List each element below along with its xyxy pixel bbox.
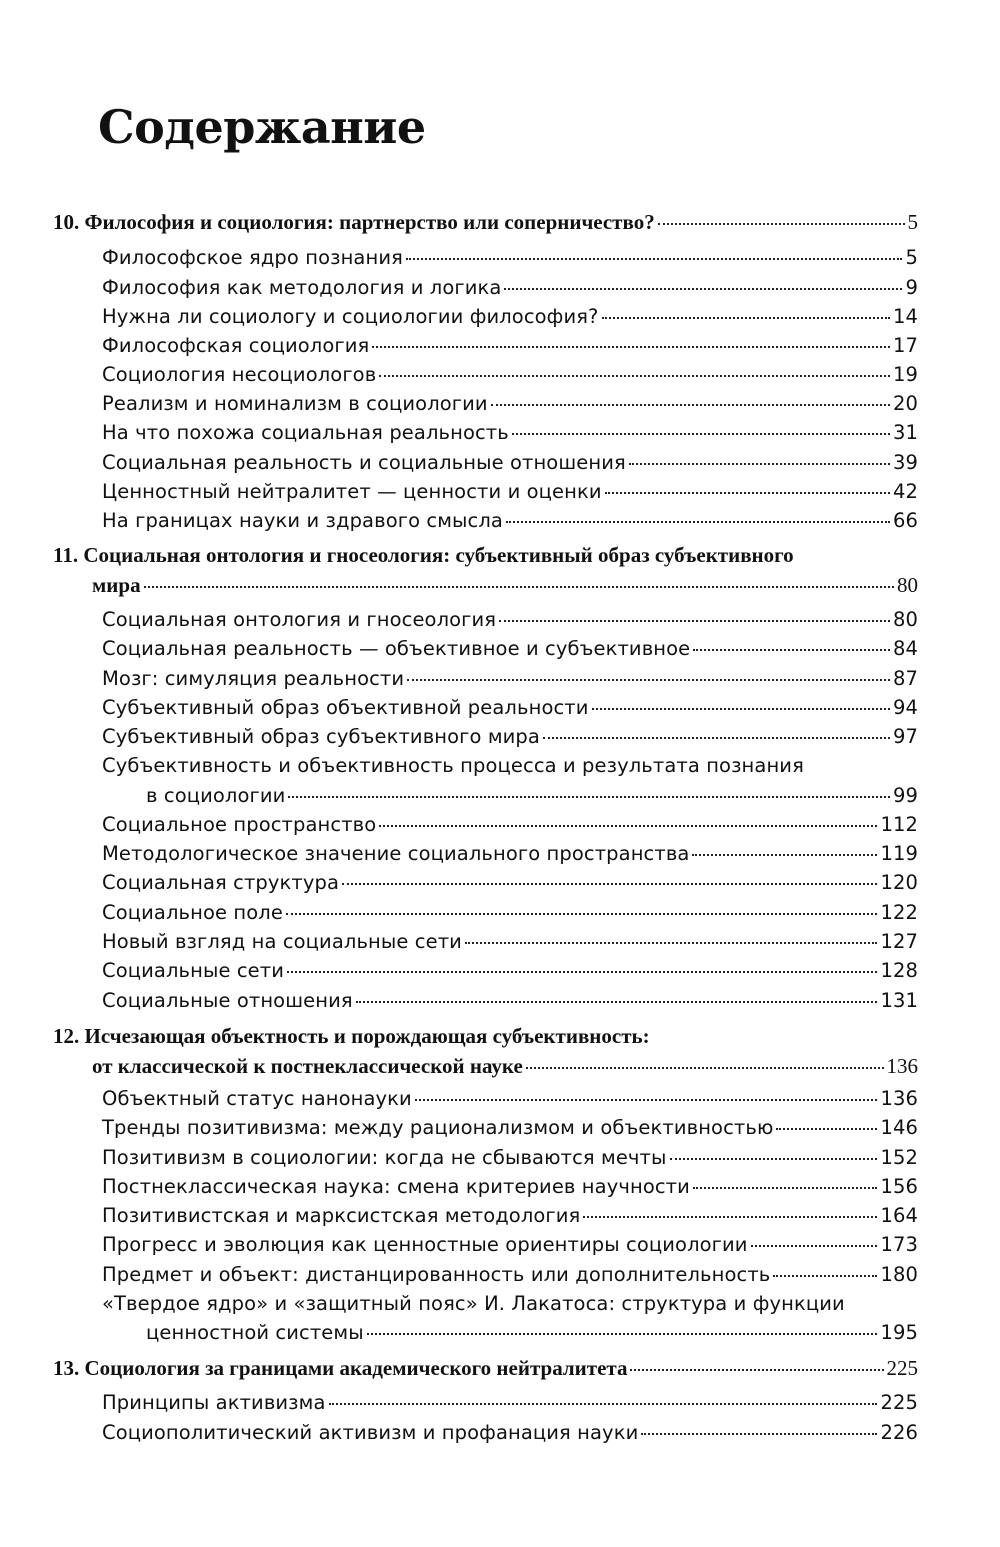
toc-page-number: 225 <box>880 1391 918 1414</box>
toc-entry-row <box>92 571 918 600</box>
toc-section-entry <box>0 693 1000 722</box>
toc-entry-title: 13. Социология за границами академического нейтралитета <box>53 1356 628 1380</box>
toc-page-number: 97 <box>892 725 918 748</box>
toc-entry-row <box>102 1418 918 1447</box>
toc-entry-title: Социальная реальность и социальные отношения <box>102 451 626 474</box>
toc-entry-row <box>102 664 918 693</box>
toc-section-entry <box>0 1388 1000 1417</box>
toc-chapter-entry <box>0 208 1000 237</box>
dot-leader <box>406 258 903 260</box>
toc-entry-row <box>146 1318 918 1347</box>
toc-entry-title: 10. Философия и социология: партнерство или соперничество? <box>53 210 655 234</box>
toc-page-number: 146 <box>880 1116 918 1139</box>
toc-page-number: 80 <box>892 608 918 631</box>
dot-leader <box>583 1216 877 1218</box>
toc-chapter-entry <box>0 571 1000 600</box>
toc-entry-row <box>102 810 918 839</box>
toc-page-number: 152 <box>880 1146 918 1169</box>
toc-entry-title: Социополитический активизм и профанация науки <box>102 1421 639 1444</box>
toc-entry-row <box>102 634 918 663</box>
toc-entry-title: в социологии <box>146 784 286 807</box>
toc-page-number: 119 <box>880 842 918 865</box>
toc-page-number: 94 <box>892 696 918 719</box>
toc-entry-title: Субъективность и объективность процесса и результата познания <box>102 754 804 777</box>
toc-entry-row <box>102 956 918 985</box>
toc-chapter-entry <box>0 1022 1000 1051</box>
toc-entry-row <box>102 1084 918 1113</box>
toc-page-number: 131 <box>880 989 918 1012</box>
toc-section-entry <box>0 722 1000 751</box>
toc-entry-row <box>53 1022 650 1051</box>
toc-entry-row <box>102 868 918 897</box>
toc-entry-title: Социальное пространство <box>102 813 377 836</box>
toc-page-number: 80 <box>897 573 918 597</box>
toc-section-entry <box>0 986 1000 1015</box>
toc-entry-row <box>102 273 918 302</box>
toc-entry-row <box>53 208 918 237</box>
toc-section-entry <box>0 664 1000 693</box>
toc-section-entry <box>0 634 1000 663</box>
toc-page-number: 19 <box>892 363 918 386</box>
toc-section-entry <box>0 898 1000 927</box>
toc-entry-row <box>102 839 918 868</box>
dot-leader <box>512 433 890 435</box>
toc-page-number: 195 <box>880 1321 918 1344</box>
toc-entry-title: Философия как методология и логика <box>102 276 502 299</box>
dot-leader <box>288 796 890 798</box>
toc-entry-row <box>102 506 918 535</box>
toc-entry-row <box>146 781 918 810</box>
toc-page-number: 87 <box>892 667 918 690</box>
toc-page-number: 120 <box>880 871 918 894</box>
toc-entry-title: ценностной системы <box>146 1321 364 1344</box>
toc-page-number: 5 <box>907 210 918 234</box>
toc-section-entry <box>0 927 1000 956</box>
toc-page-number: 164 <box>880 1204 918 1227</box>
toc-entry-title: «Твердое ядро» и «защитный пояс» И. Лакатоса: структура и функции <box>102 1292 845 1315</box>
toc-section-entry <box>0 751 1000 780</box>
dot-leader <box>629 463 890 465</box>
toc-entry-row <box>102 693 918 722</box>
dot-leader <box>491 404 890 406</box>
toc-entry-title: Субъективный образ объективной реальности <box>102 696 589 719</box>
toc-chapter-entry <box>0 1354 1000 1383</box>
dot-leader <box>602 317 890 319</box>
toc-entry-title: Предмет и объект: дистанцированность или дополнительность <box>102 1263 771 1286</box>
dot-leader <box>287 971 877 973</box>
toc-page-number: 14 <box>892 305 918 328</box>
toc-entry-row <box>102 302 918 331</box>
dot-leader <box>286 913 878 915</box>
toc-entry-row <box>102 1113 918 1142</box>
toc-entry-row <box>53 541 794 570</box>
toc-entry-title: Нужна ли социологу и социологии философия? <box>102 305 599 328</box>
toc-entry-row <box>102 986 918 1015</box>
dot-leader <box>693 1187 878 1189</box>
toc-entry-row <box>102 722 918 751</box>
toc-entry-title: 11. Социальная онтология и гносеология: субъективный образ субъективного <box>53 543 794 567</box>
dot-leader <box>773 1275 877 1277</box>
dot-leader <box>526 1067 884 1069</box>
toc-entry-title: Социальная онтология и гносеология <box>102 608 497 631</box>
dot-leader <box>144 586 894 588</box>
toc-page-number: 31 <box>892 421 918 444</box>
toc-entry-title: Новый взгляд на социальные сети <box>102 930 462 953</box>
toc-entry-row <box>102 243 918 272</box>
toc-section-entry <box>0 1289 1000 1318</box>
toc-section-entry <box>0 389 1000 418</box>
dot-leader <box>592 708 890 710</box>
toc-chapter-entry <box>0 541 1000 570</box>
dot-leader <box>543 737 890 739</box>
toc-entry-row <box>102 1143 918 1172</box>
dot-leader <box>367 1333 878 1335</box>
dot-leader <box>670 1158 878 1160</box>
dot-leader <box>499 620 890 622</box>
toc-page-number: 5 <box>905 246 918 269</box>
toc-entry-title: Социальные сети <box>102 959 284 982</box>
toc-page-number: 20 <box>892 392 918 415</box>
toc-page-number: 226 <box>880 1421 918 1444</box>
toc-section-entry <box>0 477 1000 506</box>
dot-leader <box>415 1099 878 1101</box>
toc-entry-title: Социальная структура <box>102 871 340 894</box>
toc-entry-row <box>102 360 918 389</box>
dot-leader <box>379 375 890 377</box>
toc-entry-row <box>102 477 918 506</box>
dot-leader <box>372 346 890 348</box>
toc-section-entry <box>0 1418 1000 1447</box>
toc-entry-row <box>102 898 918 927</box>
toc-section-entry <box>0 1113 1000 1142</box>
toc-page-number: 122 <box>880 901 918 924</box>
dot-leader <box>605 492 890 494</box>
dot-leader <box>329 1403 878 1405</box>
toc-entry-row <box>102 1230 918 1259</box>
toc-entry-title: Прогресс и эволюция как ценностные ориентиры социологии <box>102 1233 748 1256</box>
toc-entry-title: Постнеклассическая наука: смена критериев научности <box>102 1175 690 1198</box>
toc-entry-title: Социальная реальность — объективное и субъективное <box>102 637 691 660</box>
toc-entry-row <box>102 331 918 360</box>
toc-entry-title: На границах науки и здравого смысла <box>102 509 503 532</box>
toc-entry-title: Философское ядро познания <box>102 246 403 269</box>
toc-entry-title: Философская социология <box>102 334 370 357</box>
toc-page-number: 84 <box>892 637 918 660</box>
dot-leader <box>356 1001 878 1003</box>
toc-page-number: 136 <box>880 1087 918 1110</box>
toc-entry-row <box>102 751 804 780</box>
toc-entry-row <box>102 1388 918 1417</box>
toc-section-entry <box>0 868 1000 897</box>
toc-entry-title: Субъективный образ субъективного мира <box>102 725 540 748</box>
dot-leader <box>630 1369 883 1371</box>
toc-entry-title: Методологическое значение социального пространства <box>102 842 690 865</box>
toc-section-entry <box>0 360 1000 389</box>
toc-entry-title: Ценностный нейтралитет — ценности и оценки <box>102 480 602 503</box>
toc-section-entry <box>0 605 1000 634</box>
toc-section-entry <box>0 448 1000 477</box>
toc-section-entry <box>0 839 1000 868</box>
toc-section-entry <box>0 273 1000 302</box>
toc-page-number: 42 <box>892 480 918 503</box>
toc-section-entry <box>0 1143 1000 1172</box>
toc-page-number: 127 <box>880 930 918 953</box>
toc-page-number: 99 <box>892 784 918 807</box>
toc-section-entry <box>0 506 1000 535</box>
page-title: Содержание <box>98 100 426 154</box>
dot-leader <box>407 679 890 681</box>
toc-entry-row <box>102 1260 918 1289</box>
toc-entry-row <box>102 418 918 447</box>
toc-entry-row <box>102 1201 918 1230</box>
toc-entry-title: Тренды позитивизма: между рационализмом и объективностью <box>102 1116 774 1139</box>
toc-entry-row <box>92 1052 918 1081</box>
toc-entry-title: Социальное поле <box>102 901 283 924</box>
toc-entry-row <box>53 1354 918 1383</box>
toc-page-number: 17 <box>892 334 918 357</box>
toc-page-number: 66 <box>892 509 918 532</box>
dot-leader <box>342 883 877 885</box>
toc-entry-row <box>102 1172 918 1201</box>
toc-entry-title: мира <box>92 573 141 597</box>
toc-page-number: 173 <box>880 1233 918 1256</box>
toc-entry-title: Мозг: симуляция реальности <box>102 667 405 690</box>
toc-entry-row <box>102 927 918 956</box>
toc-page-number: 39 <box>892 451 918 474</box>
toc-section-entry <box>0 1230 1000 1259</box>
dot-leader <box>692 854 877 856</box>
toc-section-entry <box>0 418 1000 447</box>
toc-section-entry <box>0 331 1000 360</box>
toc-entry-title: Реализм и номинализм в социологии <box>102 392 488 415</box>
dot-leader <box>693 649 890 651</box>
dot-leader <box>658 223 905 225</box>
dot-leader <box>379 825 877 827</box>
toc-page-number: 128 <box>880 959 918 982</box>
toc-section-entry <box>0 1201 1000 1230</box>
toc-section-entry <box>0 1260 1000 1289</box>
toc-section-entry <box>0 302 1000 331</box>
toc-page-number: 9 <box>905 276 918 299</box>
toc-page-number: 156 <box>880 1175 918 1198</box>
toc-entry-row <box>102 605 918 634</box>
toc-entry-title: Объектный статус нанонауки <box>102 1087 412 1110</box>
toc-chapter-entry <box>0 1052 1000 1081</box>
toc-entry-title: 12. Исчезающая объектность и порождающая субъективность: <box>53 1024 650 1048</box>
toc-section-entry <box>0 956 1000 985</box>
dot-leader <box>776 1128 877 1130</box>
toc-section-entry <box>0 810 1000 839</box>
toc-entry-title: Социальные отношения <box>102 989 353 1012</box>
toc-page-number: 136 <box>886 1054 918 1078</box>
toc-entry-title: Позитивизм в социологии: когда не сбываются мечты <box>102 1146 667 1169</box>
dot-leader <box>504 288 902 290</box>
toc-entry-row <box>102 448 918 477</box>
toc-entry-title: от классической к постнеклассической науке <box>92 1054 523 1078</box>
toc-section-entry <box>0 243 1000 272</box>
toc-entry-title: Принципы активизма <box>102 1391 326 1414</box>
dot-leader <box>465 942 878 944</box>
toc-section-entry <box>0 1084 1000 1113</box>
toc-entry-row <box>102 389 918 418</box>
toc-page-number: 225 <box>886 1356 918 1380</box>
dot-leader <box>506 521 890 523</box>
toc-entry-title: Позитивистская и марксистская методология <box>102 1204 581 1227</box>
toc-entry-title: На что похожа социальная реальность <box>102 421 509 444</box>
toc-entry-title: Социология несоциологов <box>102 363 377 386</box>
dot-leader <box>751 1245 878 1247</box>
dot-leader <box>641 1433 877 1435</box>
toc-entry-row <box>102 1289 845 1318</box>
toc-section-entry <box>0 1172 1000 1201</box>
toc-section-entry <box>0 781 1000 810</box>
toc-page-number: 112 <box>880 813 918 836</box>
toc-section-entry <box>0 1318 1000 1347</box>
toc-page-number: 180 <box>880 1263 918 1286</box>
